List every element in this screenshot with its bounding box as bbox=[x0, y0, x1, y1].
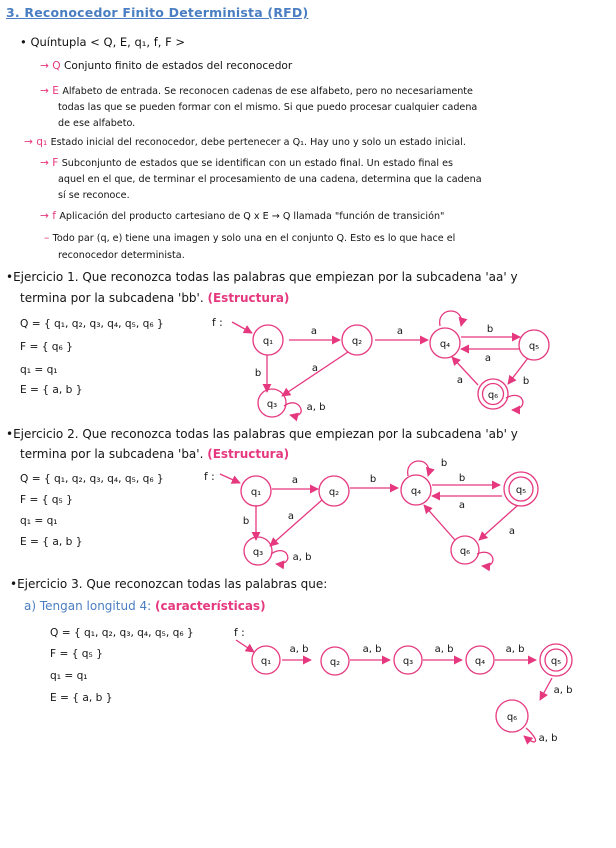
ej3-def-e: E = { a, b } bbox=[50, 692, 113, 704]
d1-self-loop bbox=[284, 403, 301, 416]
d3-edge-label: a, b bbox=[538, 733, 558, 744]
item-symbol: → F bbox=[40, 157, 59, 169]
d1-edge-label: a, b bbox=[306, 402, 326, 413]
ej3-f-label: f : bbox=[234, 627, 245, 639]
d1-start-arrow bbox=[232, 322, 252, 333]
ej3-def-f: F = { q₅ } bbox=[50, 648, 103, 660]
d3-state-label: q₆ bbox=[506, 712, 518, 723]
d3-state-label: q₄ bbox=[474, 656, 486, 667]
d3-self-loop bbox=[524, 728, 536, 742]
ej1-def-q: Q = { q₁, q₂, q₃, q₄, q₅, q₆ } bbox=[20, 318, 164, 330]
d2-state-label: q₆ bbox=[459, 546, 471, 557]
ej1-line1: •Ejercicio 1. Que reconozca todas las palabras que empiezan por la subcadena 'aa' y bbox=[6, 270, 518, 284]
ej1-line2-text: termina por la subcadena 'bb'. bbox=[20, 291, 204, 305]
d2-self-loop bbox=[477, 552, 493, 566]
ej3-tag: (características) bbox=[155, 599, 266, 613]
d2-edge-label: a bbox=[458, 500, 466, 511]
ej1-tag: (Estructura) bbox=[207, 291, 290, 305]
d2-edge-label: a bbox=[508, 526, 516, 537]
d1-edge-label: a bbox=[396, 326, 404, 337]
d1-edge bbox=[282, 352, 348, 396]
d1-edge-label: a bbox=[311, 363, 319, 374]
diagram-ej1-states bbox=[253, 325, 549, 417]
d3-start-arrow bbox=[236, 640, 254, 652]
d2-self-loop bbox=[271, 551, 288, 564]
ej2-def-q1: q₁ = q₁ bbox=[20, 515, 58, 527]
d3-state-label: q₃ bbox=[402, 656, 414, 667]
ej1-f-label: f : bbox=[212, 317, 223, 329]
d1-state-label: q₃ bbox=[266, 399, 278, 410]
d3-edge-label: a, b bbox=[362, 644, 382, 655]
item-text: Aplicación del producto cartesiano de Q x E → Q llamada "función de transición" bbox=[59, 211, 445, 222]
ej2-f-label: f : bbox=[204, 471, 215, 483]
item-symbol: – bbox=[44, 232, 50, 244]
d2-state-label: q₄ bbox=[410, 486, 422, 497]
d2-state-label: q₅ bbox=[515, 485, 527, 496]
ej2-def-e: E = { a, b } bbox=[20, 536, 83, 548]
quintupla-item-cont: aquel en el que, de terminar el procesamiento de una cadena, determina que la cadena bbox=[58, 174, 482, 185]
d2-edge-label: b bbox=[369, 474, 377, 485]
item-text: Alfabeto de entrada. Se reconocen cadenas de ese alfabeto, pero no necesariamente bbox=[62, 86, 473, 97]
ej2-def-f: F = { q₅ } bbox=[20, 494, 73, 506]
d2-edge-label: b bbox=[440, 458, 448, 469]
d1-state-label: q₅ bbox=[528, 341, 540, 352]
d3-edge-label: a, b bbox=[289, 644, 309, 655]
ej3-def-q: Q = { q₁, q₂, q₃, q₄, q₅, q₆ } bbox=[50, 627, 194, 639]
quintupla-item-cont: de ese alfabeto. bbox=[58, 118, 136, 129]
ej1-def-e: E = { a, b } bbox=[20, 384, 83, 396]
d3-state-label: q₂ bbox=[329, 657, 341, 668]
ej1-def-q1: q₁ = q₁ bbox=[20, 364, 58, 376]
d2-state-label: q₃ bbox=[252, 547, 264, 558]
d1-edge-label: a bbox=[484, 353, 492, 364]
d1-edge-label: b bbox=[486, 324, 494, 335]
d2-edge-label: a bbox=[291, 475, 299, 486]
ej3-line1: •Ejercicio 3. Que reconozcan todas las palabras que: bbox=[10, 577, 328, 591]
d3-edge-label: a, b bbox=[434, 644, 454, 655]
ej2-line1: •Ejercicio 2. Que reconozca todas las palabras que empiezan por la subcadena 'ab' y bbox=[6, 427, 518, 441]
ej3-sub-text: a) Tengan longitud 4: bbox=[24, 599, 152, 613]
d1-edge-label: a bbox=[456, 375, 464, 386]
item-symbol: → Q bbox=[40, 60, 61, 72]
d1-state-label: q₄ bbox=[439, 339, 451, 350]
quintupla-item-cont: reconocedor determinista. bbox=[58, 250, 185, 261]
item-symbol: → f bbox=[40, 210, 56, 222]
quintupla-item-cont: todas las que se pueden formar con el mismo. Si que puedo procesar cualquier cadena bbox=[58, 102, 478, 113]
ej2-tag: (Estructura) bbox=[207, 447, 290, 461]
ej3-def-q1: q₁ = q₁ bbox=[50, 670, 88, 682]
item-text: Estado inicial del reconocedor, debe pertenecer a Q₁. Hay uno y solo un estado inicial. bbox=[50, 137, 466, 148]
d2-state-label: q₁ bbox=[250, 487, 262, 498]
d3-state-label: q₁ bbox=[260, 656, 272, 667]
d1-state-label: q₁ bbox=[262, 336, 274, 347]
diagram-ej3 bbox=[236, 640, 552, 742]
ej2-line2-text: termina por la subcadena 'ba'. bbox=[20, 447, 204, 461]
quintupla-item-cont: sí se reconoce. bbox=[58, 190, 130, 201]
diagram-ej3-labels bbox=[261, 644, 573, 744]
d1-state-label: q₂ bbox=[351, 336, 363, 347]
d3-state-label: q₅ bbox=[550, 656, 562, 667]
d2-edge bbox=[270, 500, 322, 546]
d2-state-label: q₂ bbox=[328, 487, 340, 498]
d3-edge-label: a, b bbox=[553, 685, 573, 696]
d2-self-loop bbox=[408, 461, 429, 476]
diagram-ej2 bbox=[220, 461, 517, 566]
quintupla-heading: • Quíntupla < Q, E, q₁, f, F > bbox=[20, 35, 185, 49]
d1-edge-label: a bbox=[310, 326, 318, 337]
d2-edge-label: a bbox=[287, 511, 295, 522]
d1-self-loop bbox=[440, 311, 462, 326]
item-symbol: → E bbox=[40, 85, 59, 97]
d2-edge-label: b bbox=[242, 516, 250, 527]
item-text: Subconjunto de estados que se identifican con un estado final. Un estado final es bbox=[61, 158, 453, 169]
diagram-ej2-labels bbox=[243, 458, 526, 563]
d3-edge bbox=[540, 678, 552, 700]
page-title: 3. Reconocedor Finito Determinista (RFD) bbox=[6, 5, 309, 20]
item-text: Todo par (q, e) tiene una imagen y solo una en el conjunto Q. Esto es lo que hace el bbox=[52, 233, 456, 244]
d1-edge-label: b bbox=[254, 368, 262, 379]
d2-edge-label: b bbox=[458, 473, 466, 484]
ej1-def-f: F = { q₆ } bbox=[20, 341, 73, 353]
d1-edge bbox=[452, 357, 478, 385]
d3-edge-label: a, b bbox=[505, 644, 525, 655]
d2-edge-label: a, b bbox=[292, 552, 312, 563]
item-symbol: → q₁ bbox=[24, 136, 48, 148]
d1-edge-label: b bbox=[522, 376, 530, 387]
d1-state-label: q₆ bbox=[487, 390, 499, 401]
diagram-ej2-states bbox=[241, 472, 538, 565]
item-text: Conjunto finito de estados del reconocedor bbox=[63, 60, 293, 72]
d1-self-loop bbox=[506, 395, 523, 410]
d2-edge bbox=[424, 505, 455, 540]
ej2-def-q: Q = { q₁, q₂, q₃, q₄, q₅, q₆ } bbox=[20, 473, 164, 485]
d2-start-arrow bbox=[220, 474, 240, 483]
